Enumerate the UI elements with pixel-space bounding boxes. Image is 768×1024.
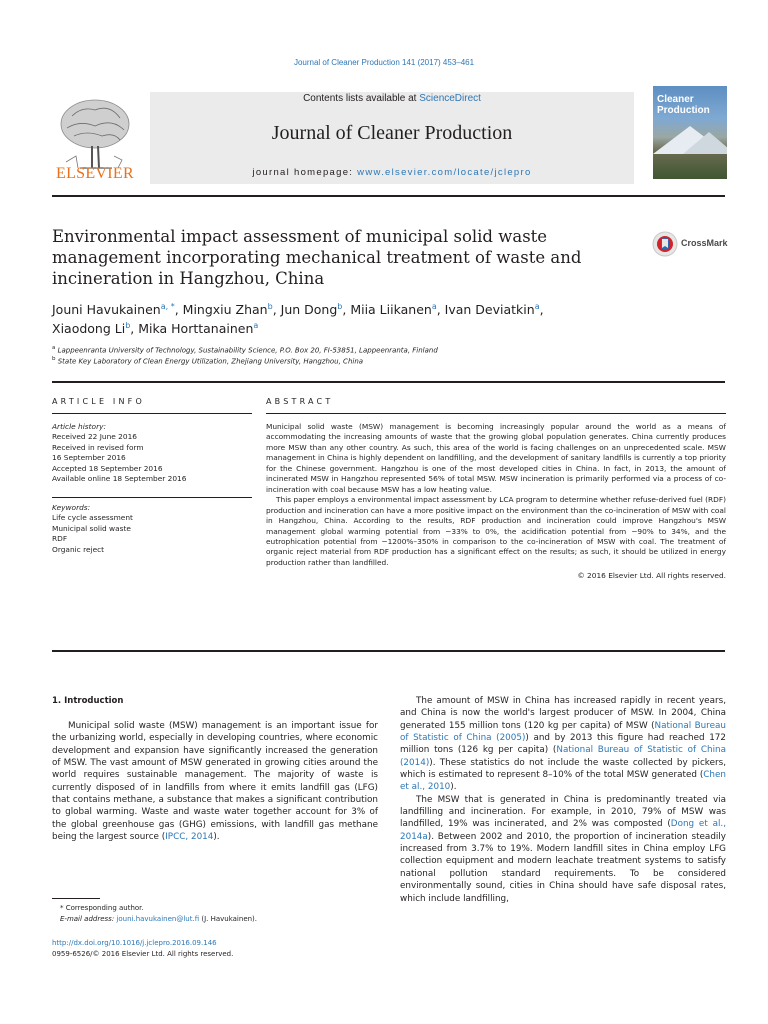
homepage-link[interactable]: www.elsevier.com/locate/jclepro <box>357 167 532 178</box>
history-item: Received in revised form <box>52 442 144 452</box>
author-affil-sup[interactable]: b <box>125 320 131 330</box>
cover-title-line: Production <box>657 105 710 116</box>
issn-copyright: 0959-6526/© 2016 Elsevier Ltd. All rights reserved. <box>52 949 234 958</box>
journal-cover-image[interactable] <box>653 86 727 179</box>
author-affil-sup[interactable]: b <box>337 301 343 311</box>
history-item: Accepted 18 September 2016 <box>52 463 163 473</box>
author-affil-sup[interactable]: b <box>267 301 273 311</box>
body-text: ). <box>450 782 457 793</box>
author-affil-sup[interactable]: a <box>431 301 437 311</box>
citation-link[interactable]: Dong et al., 2014a <box>400 819 727 842</box>
article-history <box>52 422 252 484</box>
email-line <box>60 914 380 925</box>
history-item: Available online 18 September 2016 <box>52 474 187 484</box>
author-sep: , <box>539 302 544 317</box>
body-text: ) and by 2013 this figure had reached 172 million tons (126 kg per capita) ( <box>400 733 726 756</box>
keyword-item[interactable]: Organic reject <box>52 544 105 554</box>
keyword-item[interactable]: Municipal solid waste <box>52 523 131 533</box>
cover-mountain <box>683 132 727 154</box>
paper-title: Environmental impact assessment of municipal solid waste management incorporating mechanical treatment of waste and incineration in Hangzhou, China <box>52 227 582 288</box>
cover-title-line: Cleaner <box>657 94 694 105</box>
body-text: The amount of MSW in China has increased rapidly in recent years, and China is now the world's largest producer of MSW. In 2004, China generated 155 million tons (120 kg per capita) of MSW ( <box>400 696 726 731</box>
journal-citation[interactable]: Journal of Cleaner Production 141 (2017) 453–461 <box>293 58 475 67</box>
keywords-rule <box>52 497 252 498</box>
author-sep: , <box>436 302 445 317</box>
author-affil-sup[interactable]: a <box>253 320 259 330</box>
author-sep: , <box>174 302 183 317</box>
homepage-prefix: journal homepage: <box>252 167 358 178</box>
body-paragraph <box>52 720 378 843</box>
author-name[interactable]: Mingxiu Zhan <box>182 302 268 317</box>
author-list <box>52 300 672 338</box>
contents-line <box>150 93 634 104</box>
email-label: E-mail address: <box>60 914 117 923</box>
author-email-link[interactable]: jouni.havukainen@lut.fi <box>116 914 200 923</box>
abstract-paragraph: This paper employs a environmental impact assessment by LCA program to determine whether refuse-derived fuel (RDF) production and incineration can have a more positive impact on the environment than the co-incineration of MSW with coal in Hangzhou, China. According to the results, RDF production and incineration could improve Hangzhou's MSW management global warming potential from −33% to 0%, the acidification potential from −90% to 34%, and the eutrophication potential from −1200%–350% in comparison to the co-incineration of MSW with coal. The treatment of organic reject material from RDF production has a significant effect on the results; as such, it should be utilized in energy production rather than landfilled. <box>266 495 726 567</box>
affiliation <box>52 345 672 354</box>
abstract-body <box>266 422 726 582</box>
affiliation-text: Lappeenranta University of Technology, Sustainability Science, P.O. Box 20, FI-53851, Lappeenranta, Finland <box>57 346 438 355</box>
elsevier-wordmark: ELSEVIER <box>56 165 134 182</box>
author-affil-sup[interactable]: a, * <box>160 301 175 311</box>
body-text: ). Between 2002 and 2010, the proportion of incineration steadily increased from 3.7% to 19%. Modern landfill sites in China employ LFG collection equipment and modern leachate treatment systems to satisfy national pollution standard requirements. To be considered environmentally sound, cities in China should have safe disposal rates, which include landfilling, <box>400 831 726 904</box>
author-name[interactable]: Xiaodong Li <box>52 321 126 336</box>
intro-right-column <box>400 695 726 905</box>
citation-link[interactable]: National Bureau of Statistic of China (2005) <box>400 720 726 744</box>
contents-prefix: Contents lists available at <box>303 93 420 104</box>
footnote <box>60 903 380 924</box>
crossmark-icon[interactable] <box>652 231 678 257</box>
citation-link[interactable]: IPCC, 2014 <box>165 832 214 843</box>
email-suffix: (J. Havukainen). <box>199 914 258 923</box>
cover-title <box>657 94 723 116</box>
abstract-bottom-divider <box>52 650 725 652</box>
doi-block <box>52 938 372 959</box>
author-name[interactable]: Jun Dong <box>280 302 338 317</box>
crossmark-label[interactable]: CrossMark <box>681 238 728 248</box>
body-paragraph <box>400 695 726 794</box>
affiliation <box>52 356 672 365</box>
author-sep: , <box>130 321 139 336</box>
citation-link[interactable]: National Bureau of Statistic of China (2014) <box>400 745 726 768</box>
affiliation-sup: b <box>52 356 56 362</box>
keyword-item[interactable]: RDF <box>52 534 68 544</box>
body-text: ). These statistics do not include the waste collected by pickers, which is estimated to represent 8–10% of the total MSW generated ( <box>400 757 726 781</box>
keywords-block <box>52 503 252 555</box>
author-sep: , <box>272 302 281 317</box>
article-info-label: ARTICLE INFO <box>52 397 145 406</box>
abstract-copyright: © 2016 Elsevier Ltd. All rights reserved. <box>577 571 726 581</box>
abstract-label: ABSTRACT <box>266 397 334 406</box>
section-divider <box>52 381 725 383</box>
journal-title: Journal of Cleaner Production <box>271 122 513 144</box>
footnote-rule <box>52 898 100 899</box>
author-sep: , <box>342 302 351 317</box>
journal-homepage <box>150 167 634 178</box>
author-name[interactable]: Mika Horttanainen <box>138 321 254 336</box>
author-name[interactable]: Ivan Deviatkin <box>444 302 535 317</box>
body-text: The MSW that is generated in China is predominantly treated via landfilling and incineration. For example, in 2010, 79% of MSW was landfilled, 19% was incinerated, and 2% was composted ( <box>400 794 726 830</box>
keywords-label: Keywords: <box>52 503 91 512</box>
affiliation-text: State Key Laboratory of Clean Energy Utilization, Zhejiang University, Hangzhou, China <box>57 357 364 366</box>
author-affil-sup[interactable]: a <box>534 301 540 311</box>
citation-link[interactable]: Chen et al., 2010 <box>400 770 726 793</box>
body-paragraph <box>400 794 726 905</box>
header-divider <box>52 195 725 197</box>
intro-left-column <box>52 720 378 843</box>
body-text: Municipal solid waste (MSW) management is an important issue for the urbanizing world, especially in developing countries, where economic development and expansion have significantly increased the generation of MSW. The vast amount of MSW generated in growing cities around the world requires sustainable management. The majority of waste is currently disposed of in landfills from where it emits landfill gas (LFG) that contains methane, a substance that makes a significant contribution to global warming. Waste and waste water together account for 3% of the global greenhouse gas (GHG) emissions, with landfill gas methane being the largest source ( <box>52 721 378 843</box>
sciencedirect-link[interactable]: ScienceDirect <box>419 93 481 104</box>
affiliation-sup: a <box>52 345 56 351</box>
author-name[interactable]: Jouni Havukainen <box>52 302 161 317</box>
body-text: ). <box>213 832 220 843</box>
keyword-item[interactable]: Life cycle assessment <box>52 513 133 523</box>
article-info-rule <box>52 413 252 414</box>
abstract-paragraph: Municipal solid waste (MSW) management is becoming increasingly popular around the world as a means of accommodating the increasing amounts of waste that the growing global population generates. China currently produces more MSW than any other country. As such, this area of the world is facing challenges on an unprecedented scale. MSW management in China is highly dependent on landfilling, and the development of sanitary landfills is currently a top priority for the Chinese government. Hangzhou is one of the most developed cities in China. In fact, in 2013, the amount of incinerated MSW in Hangzhou represented 56% of total MSW. MSW incineration is primarily performed via a process of co-incineration with coal because MSW has a low heating value. <box>266 422 726 494</box>
doi-link[interactable]: http://dx.doi.org/10.1016/j.jclepro.2016.09.146 <box>52 939 217 947</box>
history-item: Received 22 June 2016 <box>52 432 137 442</box>
history-label: Article history: <box>52 422 106 431</box>
corresponding-author-note: * Corresponding author. <box>60 904 144 912</box>
history-item: 16 September 2016 <box>52 453 126 463</box>
abstract-rule <box>266 413 726 414</box>
introduction-heading: 1. Introduction <box>52 696 124 706</box>
author-name[interactable]: Miia Liikanen <box>350 302 432 317</box>
